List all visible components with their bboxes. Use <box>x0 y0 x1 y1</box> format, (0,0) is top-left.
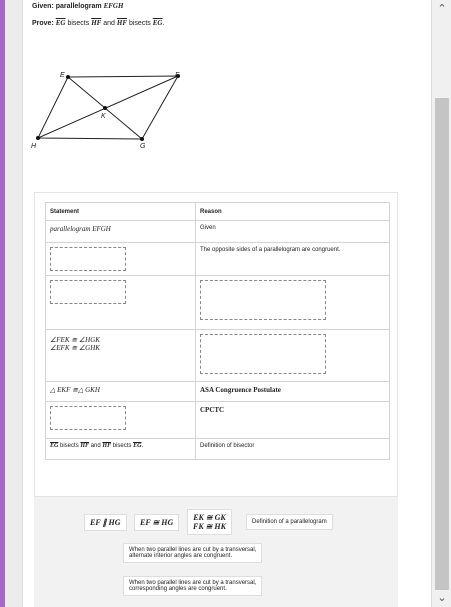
answer-chip[interactable]: When two parallel lines are cut by a transversal, alternate interior angles are congruent. <box>123 543 262 563</box>
table-header-row <box>46 203 390 221</box>
proof-table <box>45 202 390 460</box>
question-panel <box>24 0 414 607</box>
reason-cell: The opposite sides of a parallelogram are congruent. <box>196 243 390 276</box>
table-row <box>46 439 390 460</box>
statement-cell: $\overline{EG}$ bisects $\overline{HF}$ and $\overline{HF}$ bisects $\overline{EG}$. <box>46 439 196 460</box>
answer-chip[interactable]: When two parallel lines are cut by a transversal, corresponding angles are congruent. <box>123 576 262 596</box>
label-h: H <box>31 143 37 150</box>
scroll-thumb[interactable] <box>435 98 449 590</box>
answer-chip[interactable]: Definition of a parallelogram <box>246 514 333 530</box>
label-e: E <box>60 72 65 79</box>
point-k <box>103 106 107 110</box>
answer-chip[interactable]: EK ≅ GK FK ≅ HK <box>187 509 232 535</box>
parallelogram-figure <box>28 64 188 154</box>
label-f: F <box>175 72 180 79</box>
label-g: G <box>140 143 146 150</box>
scrollbar[interactable] <box>431 0 451 607</box>
statement-header: Statement <box>46 203 196 221</box>
diagonal-hf <box>38 76 178 138</box>
label-k: K <box>101 113 106 120</box>
left-gutter <box>5 0 23 607</box>
vertex-h <box>36 136 40 140</box>
vertex-g <box>140 137 144 141</box>
reason-drop-zone[interactable] <box>200 280 326 320</box>
proof-container <box>34 192 398 497</box>
table-row <box>46 402 390 439</box>
given-statement: Given: parallelogram EFGH <box>32 2 124 10</box>
chevron-down-icon[interactable]: ⌄ <box>437 591 447 604</box>
reason-drop-zone[interactable] <box>200 334 326 374</box>
table-row <box>46 382 390 402</box>
statement-drop-zone[interactable] <box>50 247 126 271</box>
table-row <box>46 276 390 330</box>
statement-drop-zone[interactable] <box>50 406 126 430</box>
chevron-up-icon[interactable]: ⌃ <box>437 2 447 15</box>
table-row <box>46 221 390 243</box>
reason-cell: Definition of bisector <box>196 439 390 460</box>
statement-line: ∠EFK ≅ ∠GHK <box>50 344 100 352</box>
statement-cell: △ EKF ≅△ GKH <box>50 386 100 394</box>
statement-line: ∠FEK ≅ ∠HGK <box>50 336 100 344</box>
statement-cell: parallelogram EFGH <box>50 225 111 233</box>
answer-chip[interactable]: EF ∥ HG <box>84 514 127 531</box>
vertex-e <box>66 75 70 79</box>
reason-cell: CPCTC <box>196 402 390 439</box>
reason-cell: ASA Congruence Postulate <box>196 382 390 402</box>
statement-drop-zone[interactable] <box>50 280 126 304</box>
answer-chip[interactable]: EF ≅ HG <box>134 514 179 531</box>
table-row <box>46 330 390 382</box>
reason-cell: Given <box>196 221 390 243</box>
answer-bank <box>34 497 398 607</box>
table-row <box>46 243 390 276</box>
prove-statement: Prove: $\overline{EG}$ bisects $\overline{HF}$ and $\overline{HF}$ bisects $\overline{EG}$. <box>32 19 165 27</box>
reason-header: Reason <box>196 203 390 221</box>
